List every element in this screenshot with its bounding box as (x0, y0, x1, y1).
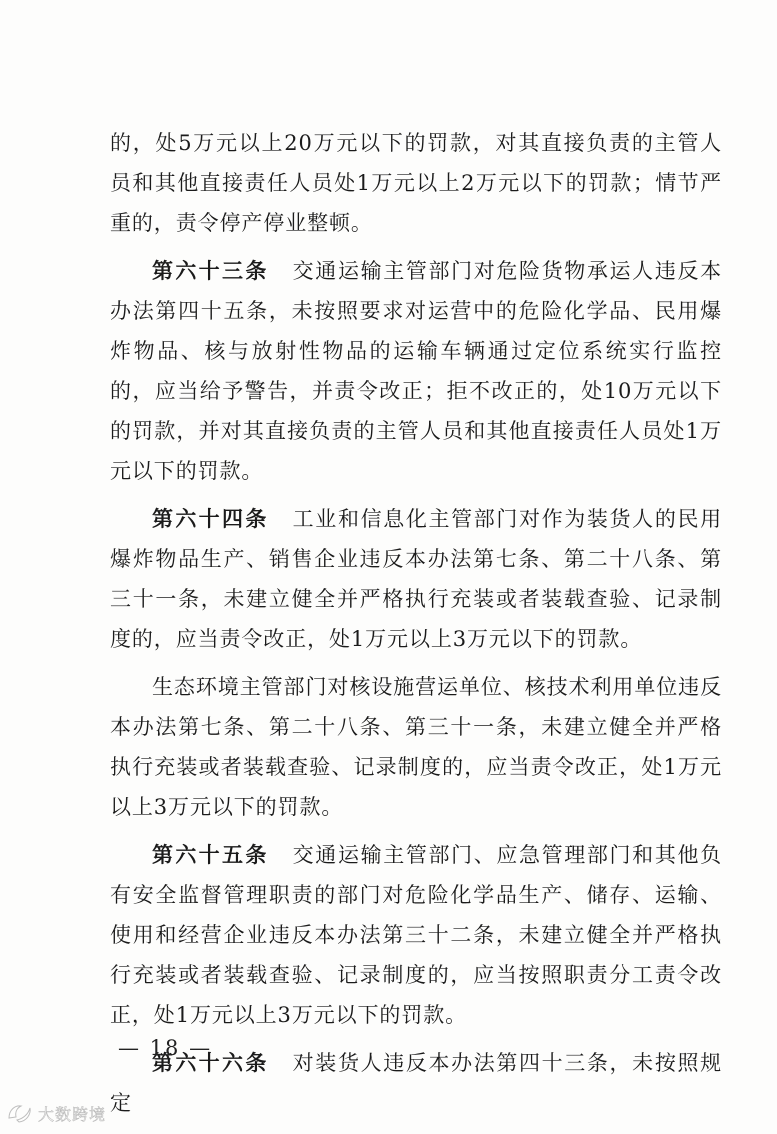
article-heading: 第六十四条 (152, 507, 269, 531)
paragraph-text: 生态环境主管部门对核设施营运单位、核技术利用单位违反本办法第七条、第二十八条、第三十一条，未建立健全并严格执行充装或者装载查验、记录制度的，应当责令改正，处1万元以上3万元以下的罚款。 (110, 675, 722, 819)
article-64 (110, 499, 722, 659)
brand-logo-icon (6, 1102, 34, 1124)
document-body (110, 123, 722, 1131)
paragraph-text: 交通运输主管部门、应急管理部门和其他负有安全监督管理职责的部门对危险化学品生产、储存、运输、使用和经营企业违反本办法第三十二条，未建立健全并严格执行充装或者装载查验、记录制度的，应当按照职责分工责令改正，处1万元以上3万元以下的罚款。 (110, 843, 722, 1027)
paragraph-text: 的，处5万元以上20万元以下的罚款，对其直接负责的主管人员和其他直接责任人员处1万元以上2万元以下的罚款；情节严重的，责令停产停业整顿。 (110, 131, 722, 235)
article-heading: 第六十三条 (152, 259, 269, 283)
article-heading: 第六十六条 (152, 1051, 269, 1075)
paragraph-text: 交通运输主管部门对危险货物承运人违反本办法第四十五条，未按照要求对运营中的危险化学品、民用爆炸物品、核与放射性物品的运输车辆通过定位系统实行监控的，应当给予警告，并责令改正；拒不改正的，处10万元以下的罚款，并对其直接负责的主管人员和其他直接责任人员处1万元以下的罚款。 (110, 259, 722, 483)
paragraph-text: 工业和信息化主管部门对作为装货人的民用爆炸物品生产、销售企业违反本办法第七条、第二十八条、第三十一条，未建立健全并严格执行充装或者装载查验、记录制度的，应当责令改正，处1万元以上3万元以下的罚款。 (110, 507, 722, 651)
paragraph-text: 对装货人违反本办法第四十三条，未按照规定 (110, 1051, 722, 1115)
article-65 (110, 835, 722, 1035)
watermark (6, 1100, 106, 1126)
article-63 (110, 251, 722, 491)
article-heading: 第六十五条 (152, 843, 269, 867)
page-number: — 18 — (118, 1036, 213, 1060)
paragraph-continuation (110, 123, 722, 243)
watermark-text: 大数跨境 (38, 1104, 107, 1124)
article-64-paragraph-2 (110, 667, 722, 827)
